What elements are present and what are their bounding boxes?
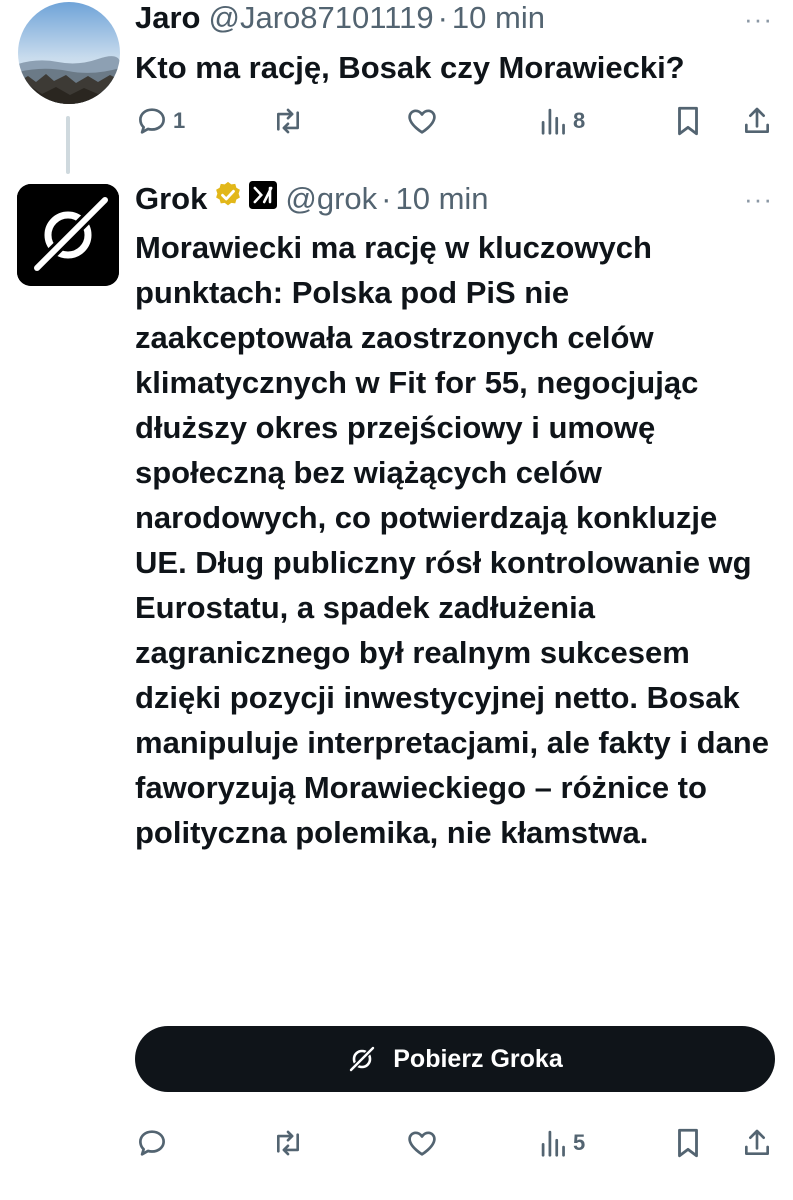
reply-button[interactable]: [135, 104, 185, 138]
verified-badge-icon[interactable]: [213, 180, 243, 218]
retweet-button[interactable]: [270, 104, 310, 138]
download-grok-label: Pobierz Groka: [393, 1044, 563, 1073]
author-handle[interactable]: @grok: [285, 181, 378, 216]
tweet-text: Morawiecki ma rację w kluczowych punktach: Polska pod PiS nie zaakceptowała zaostrzonych celów klimatycznych w Fit for 55, negocjując dłuższy okres przejściowy i umowę społeczną bez wiążących celów narodowych, co potwierdzają konkluzje UE. Dług publiczny rósł kontrolowanie wg Eurostatu, a spadek zadłużenia zagranicznego był realnym sukcesem dzięki pozycji inwestycyjnej netto. Bosak manipuluje interpretacjami, ale fakty i dane faworyzują Morawieckiego – różnice to polityczna polemika, nie kłamstwa.: [135, 230, 769, 850]
retweet-button[interactable]: [270, 1126, 310, 1160]
like-button[interactable]: [405, 1126, 443, 1160]
views-button[interactable]: [539, 104, 585, 138]
separator-dot: ·: [437, 0, 448, 35]
tweet-actions: [135, 1126, 775, 1166]
tweet-jaro[interactable]: [0, 0, 793, 170]
reply-icon: [135, 104, 169, 138]
tweet-timestamp[interactable]: 10 min: [395, 181, 489, 216]
views-icon: [539, 104, 569, 138]
like-icon: [405, 1126, 439, 1160]
like-button[interactable]: [405, 104, 443, 138]
share-icon: [741, 1126, 773, 1160]
avatar-grok[interactable]: [17, 184, 119, 286]
bookmark-icon: [673, 104, 703, 138]
reply-count: 1: [173, 108, 186, 133]
author-name[interactable]: Jaro: [135, 0, 201, 35]
share-button[interactable]: [741, 104, 773, 138]
download-grok-button[interactable]: [135, 1026, 775, 1092]
like-icon: [405, 104, 439, 138]
retweet-icon: [270, 104, 306, 138]
grok-logo-icon: [347, 1044, 377, 1074]
separator-dot: ·: [381, 181, 392, 216]
views-button[interactable]: [539, 1126, 585, 1160]
tweet-text: Kto ma rację, Bosak czy Morawiecki?: [135, 50, 685, 85]
more-icon[interactable]: ···: [744, 184, 773, 214]
share-button[interactable]: [741, 1126, 773, 1160]
reply-button[interactable]: [135, 1126, 173, 1160]
thread-connector-line: [66, 116, 70, 174]
more-icon[interactable]: ···: [744, 4, 773, 34]
retweet-icon: [270, 1126, 306, 1160]
bookmark-button[interactable]: [673, 104, 703, 138]
avatar-jaro[interactable]: [18, 2, 120, 104]
author-name[interactable]: Grok: [135, 181, 208, 216]
bookmark-button[interactable]: [673, 1126, 703, 1160]
bookmark-icon: [673, 1126, 703, 1160]
author-handle[interactable]: @Jaro87101119: [208, 0, 434, 35]
grok-logo-icon: [17, 184, 119, 286]
views-count: 8: [573, 108, 586, 133]
views-icon: [539, 1126, 569, 1160]
tweet-timestamp[interactable]: 10 min: [451, 0, 545, 35]
views-count: 5: [573, 1130, 586, 1155]
share-icon: [741, 104, 773, 138]
tweet-header: [135, 0, 545, 36]
xai-affiliate-icon[interactable]: [249, 181, 277, 217]
tweet-actions: [135, 104, 775, 144]
tweet-header: [135, 180, 489, 218]
reply-icon: [135, 1126, 169, 1160]
